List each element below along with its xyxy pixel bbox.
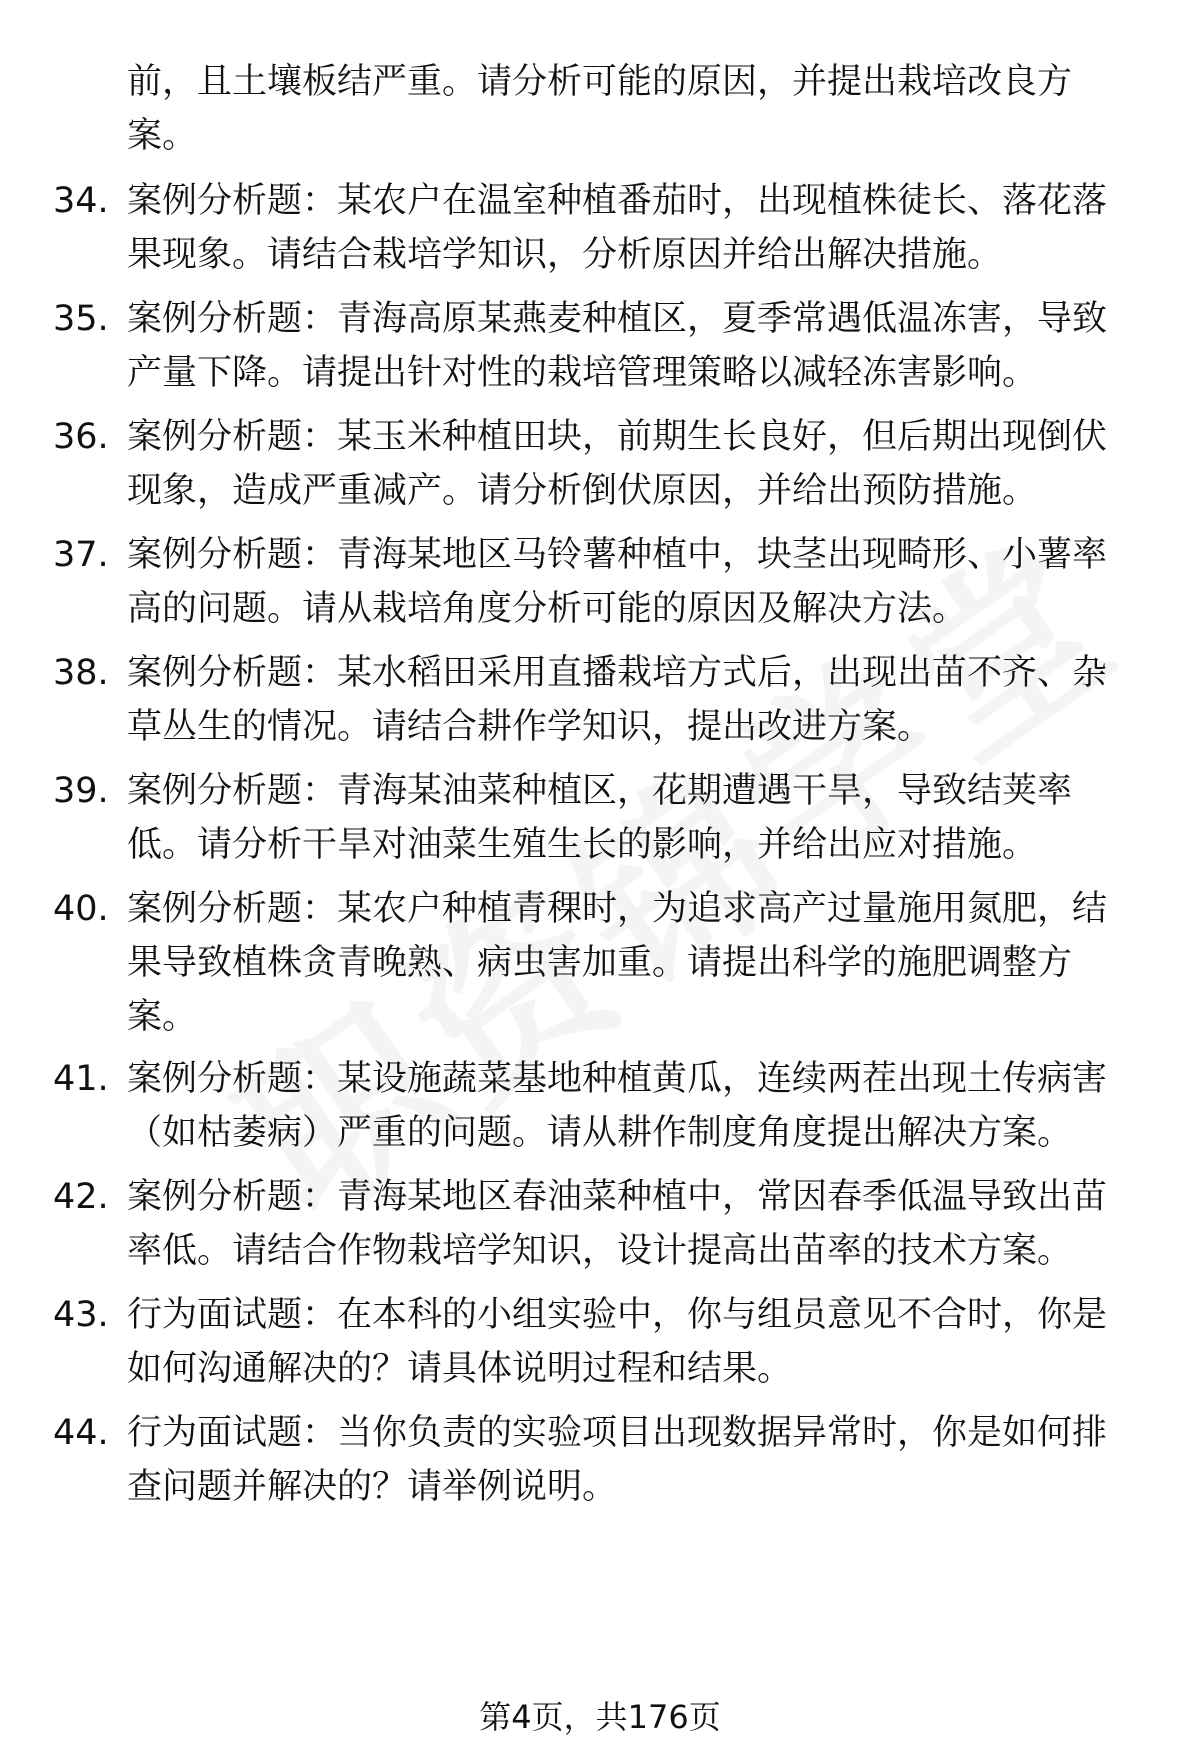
question-text: 案例分析题：某水稻田采用直播栽培方式后，出现出苗不齐、杂草丛生的情况。请结合耕作学知识，提出改进方案。 bbox=[127, 653, 1108, 747]
question-number: 36. bbox=[53, 417, 109, 457]
question-number: 37. bbox=[53, 535, 109, 575]
question-number: 39. bbox=[53, 771, 109, 811]
question-number: 42. bbox=[53, 1177, 109, 1217]
question-text: 案例分析题：某玉米种植田块，前期生长良好，但后期出现倒伏现象，造成严重减产。请分析倒伏原因，并给出预防措施。 bbox=[127, 417, 1108, 511]
question-text: 案例分析题：青海某地区春油菜种植中，常因春季低温导致出苗率低。请结合作物栽培学知识，设计提高出苗率的技术方案。 bbox=[127, 1177, 1108, 1271]
question-number: 34. bbox=[53, 181, 109, 221]
question-text: 案例分析题：某农户种植青稞时，为追求高产过量施用氮肥，结果导致植株贪青晚熟、病虫害加重。请提出科学的施肥调整方案。 bbox=[127, 889, 1108, 1037]
page-footer: 第4页，共176页 bbox=[479, 1698, 721, 1736]
question-text: 案例分析题：青海某油菜种植区，花期遭遇干旱，导致结荚率低。请分析干旱对油菜生殖生长的影响，并给出应对措施。 bbox=[127, 771, 1073, 865]
question-number: 35. bbox=[53, 299, 109, 339]
question-number: 44. bbox=[53, 1413, 109, 1453]
continuation-text: 前，且土壤板结严重。请分析可能的原因，并提出栽培改良方案。 bbox=[127, 62, 1073, 156]
question-text: 行为面试题：当你负责的实验项目出现数据异常时，你是如何排查问题并解决的？请举例说明。 bbox=[127, 1413, 1108, 1507]
question-text: 案例分析题：青海高原某燕麦种植区，夏季常遇低温冻害，导致产量下降。请提出针对性的栽培管理策略以减轻冻害影响。 bbox=[127, 299, 1108, 393]
question-number: 40. bbox=[53, 889, 109, 929]
question-number: 38. bbox=[53, 653, 109, 693]
question-text: 行为面试题：在本科的小组实验中，你与组员意见不合时，你是如何沟通解决的？请具体说明过程和结果。 bbox=[127, 1295, 1108, 1389]
question-number: 43. bbox=[53, 1295, 109, 1335]
question-text: 案例分析题：某设施蔬菜基地种植黄瓜，连续两茬出现土传病害（如枯萎病）严重的问题。请从耕作制度角度提出解决方案。 bbox=[127, 1059, 1108, 1153]
question-text: 案例分析题：某农户在温室种植番茄时，出现植株徒长、落花落果现象。请结合栽培学知识，分析原因并给出解决措施。 bbox=[127, 181, 1108, 275]
question-text: 案例分析题：青海某地区马铃薯种植中，块茎出现畸形、小薯率高的问题。请从栽培角度分析可能的原因及解决方法。 bbox=[127, 535, 1108, 629]
question-number: 41. bbox=[53, 1059, 109, 1099]
